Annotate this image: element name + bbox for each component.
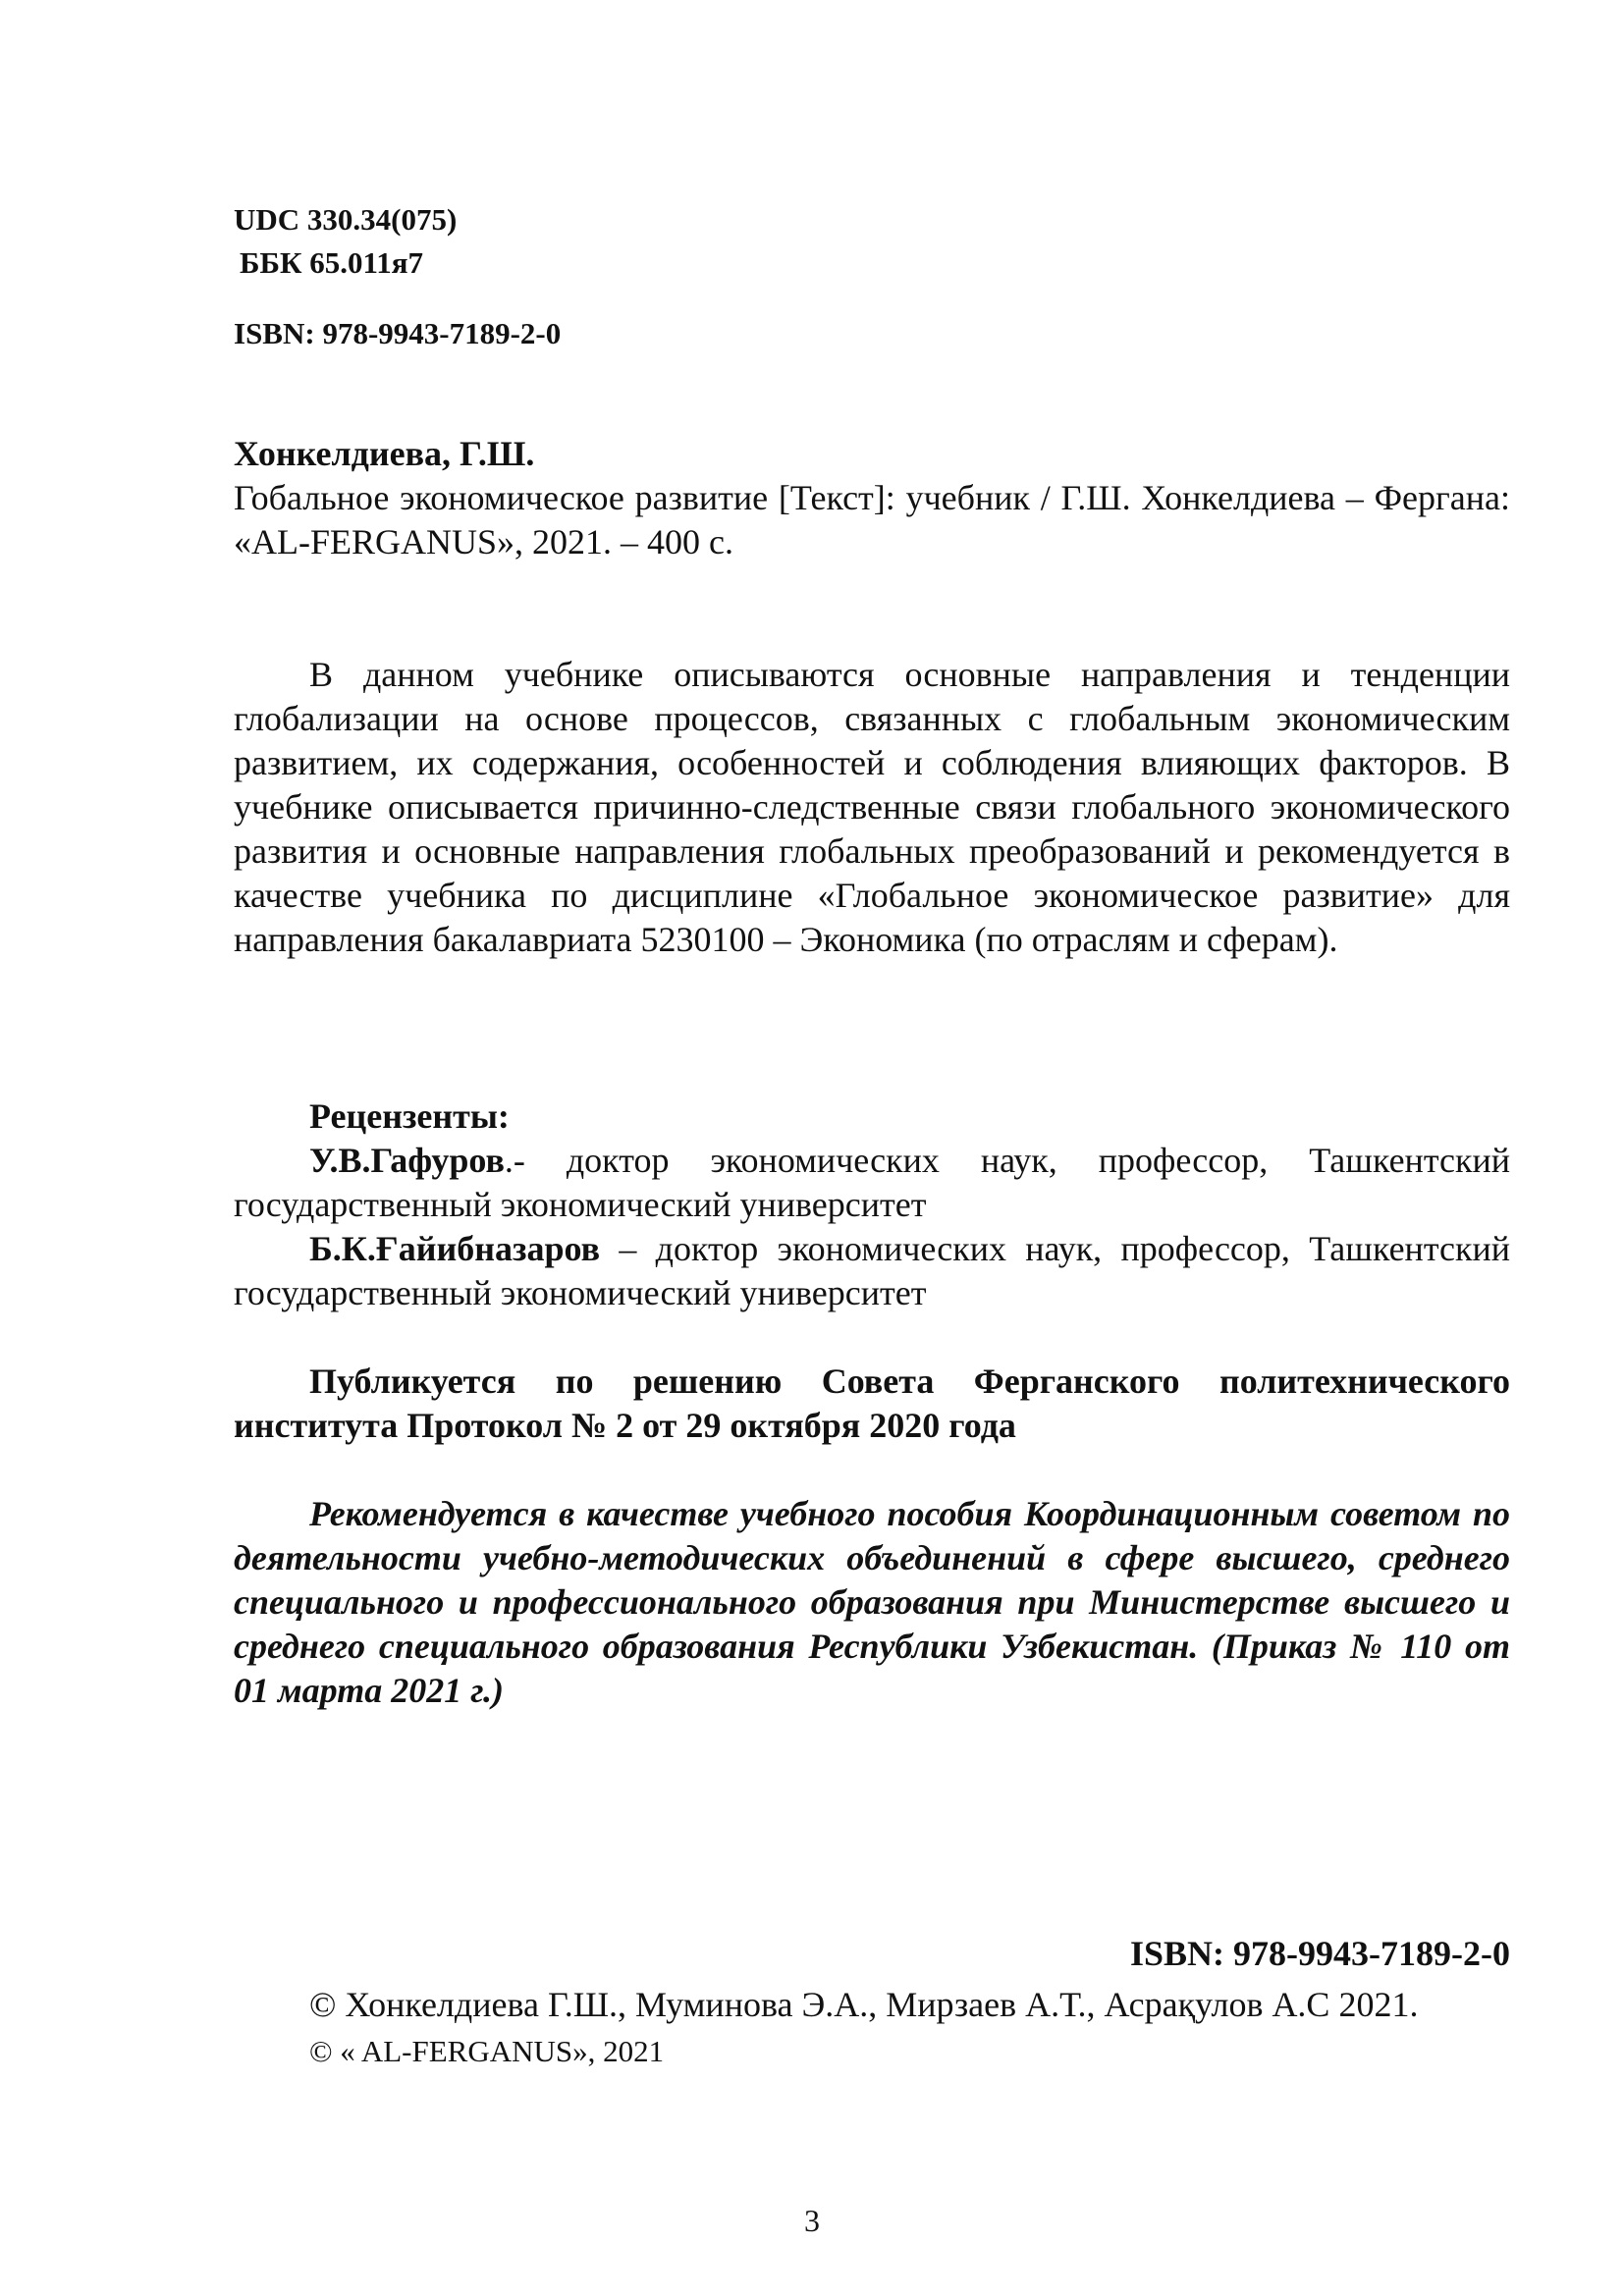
reviewer-name: Б.К.Ғайибназаров: [309, 1229, 601, 1268]
udc-code: UDC 330.34(075): [234, 202, 458, 237]
reviewer-details: – доктор экономических наук, профессор, Ташкентский государственный экономический университет: [234, 1229, 1510, 1312]
reviewers-section: [234, 1095, 1510, 1315]
copyright-authors: © Хонкелдиева Г.Ш., Муминова Э.А., Мирзаев А.Т., Асрақулов А.С 2021.: [309, 1985, 1419, 2024]
isbn-bottom: ISBN: 978-9943-7189-2-0: [1130, 1934, 1510, 1973]
page-number: 3: [804, 2203, 820, 2238]
recommendation-note: Рекомендуется в качестве учебного пособия Координационным советом по деятельности учебно-методических объединений в сфере высшего, среднего специального и профессионального образования при Министерстве высшего и среднего специального образования Республики Узбекистан. (Приказ № 110 от 01 марта 2021 г.): [234, 1494, 1510, 1710]
reviewers-title: Рецензенты:: [309, 1096, 510, 1136]
copyright-publisher: © « AL-FERGANUS», 2021: [309, 2034, 665, 2068]
publication-approval-note: Публикуется по решению Совета Ферганского политехнического института Протокол № 2 от 29 октября 2020 года: [234, 1362, 1510, 1445]
isbn-top: ISBN: 978-9943-7189-2-0: [234, 316, 562, 350]
reviewer-item: [234, 1227, 1510, 1315]
bbk-code: ББК 65.011я7: [240, 245, 424, 280]
annotation-paragraph: В данном учебнике описываются основные направления и тенденции глобализации на основе процессов, связанных с глобальным экономическим развитием, их содержания, особенностей и соблюдения влияющих факторов. В учебнике описывается причинно-следственные связи глобального экономического развития и основные направления глобальных преобразований и рекомендуется в качестве учебника по дисциплине «Глобальное экономическое развитие» для направления бакалавриата 5230100 – Экономика (по отраслям и сферам).: [234, 655, 1510, 959]
bibliographic-entry: Гобальное экономическое развитие [Текст]: учебник / Г.Ш. Хонкелдиева – Фергана: «AL-FERGANUS», 2021. – 400 с.: [234, 478, 1510, 561]
author-name: Хонкелдиева, Г.Ш.: [234, 434, 535, 473]
reviewer-name: У.В.Гафуров: [309, 1141, 505, 1180]
reviewer-item: [234, 1139, 1510, 1227]
classification-codes: [234, 198, 1510, 285]
reviewer-details: .- доктор экономических наук, профессор, Ташкентский государственный экономический университет: [234, 1141, 1510, 1224]
